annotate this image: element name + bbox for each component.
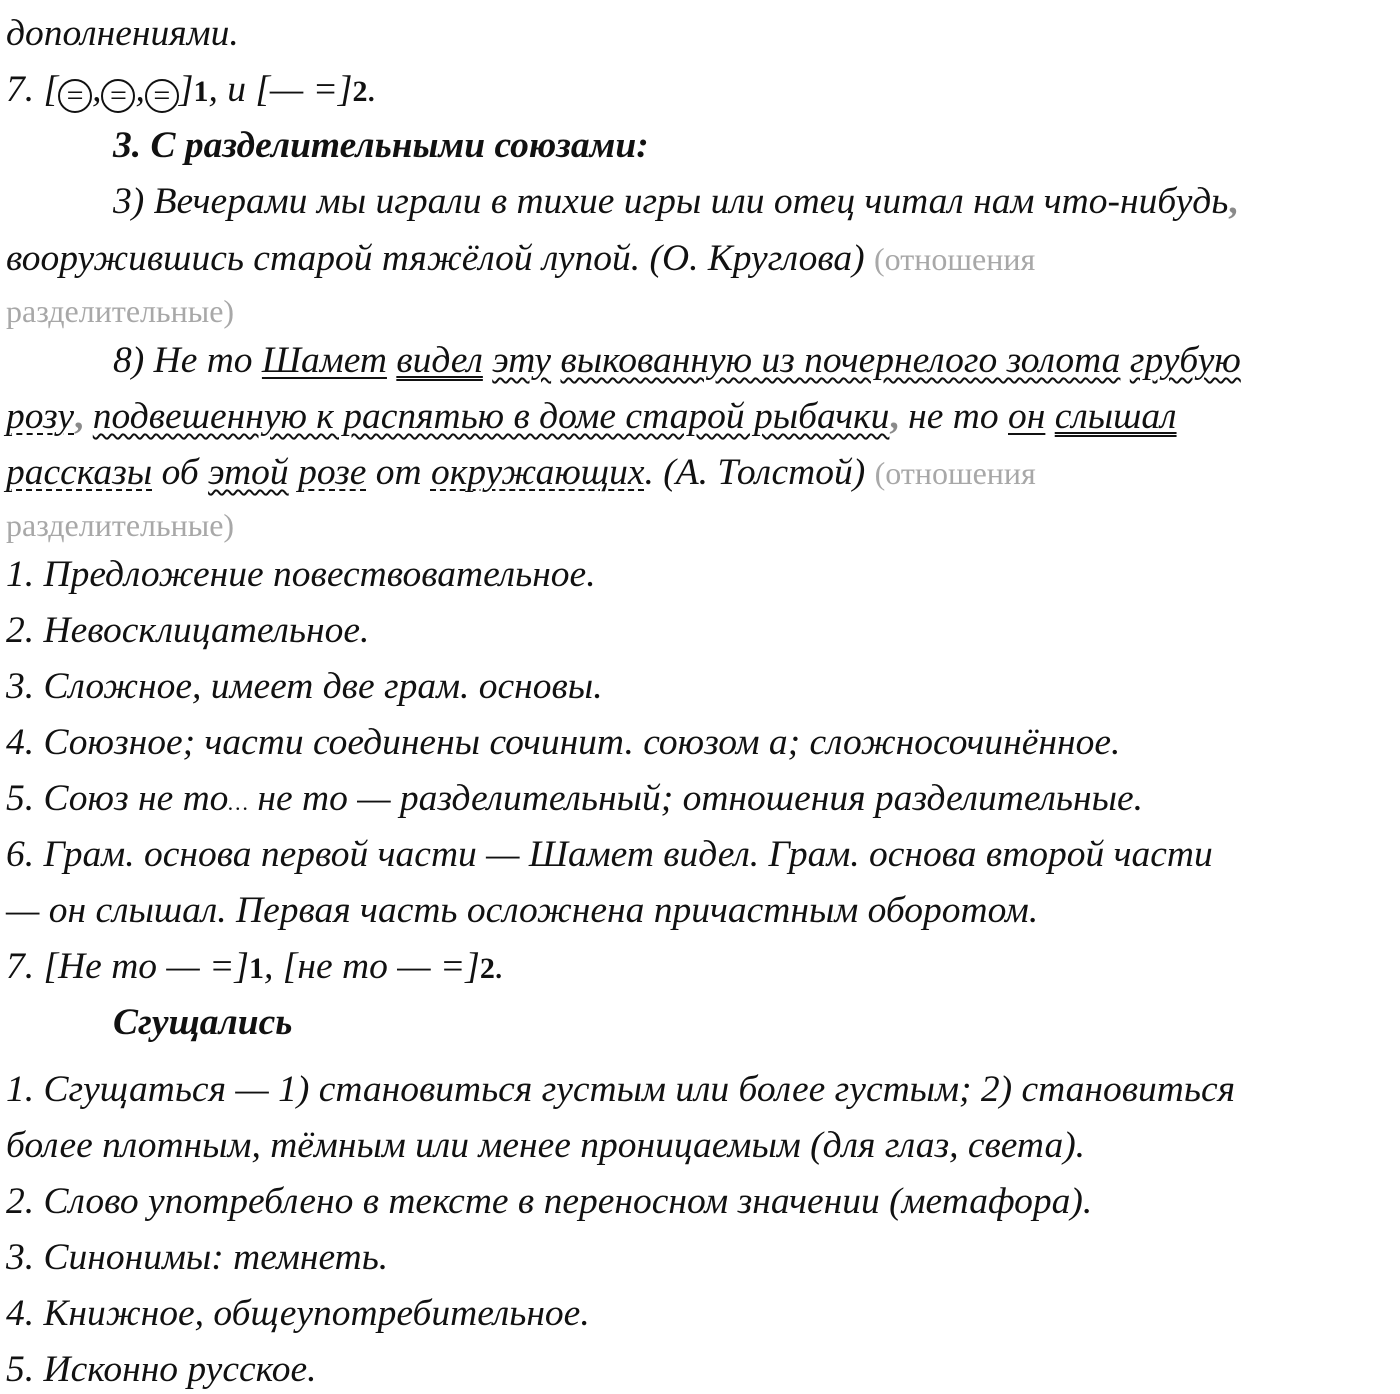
relation-note: (отношения	[874, 241, 1036, 277]
subject-word: он	[1008, 396, 1046, 437]
analysis-item: — он слышал. Первая часть осложнена причастным оборотом.	[6, 890, 1039, 931]
predicate-word: видел	[396, 340, 483, 381]
analysis-item: 5. Союз не то… не то — разделительный; отношения разделительные.	[6, 778, 1144, 819]
relation-note: (отношения	[874, 455, 1036, 491]
homogeneous-member-circle: =	[145, 79, 179, 113]
word-analysis-item: 3. Синонимы: темнеть.	[6, 1237, 389, 1278]
object-word: окружающих	[430, 452, 645, 493]
example-line: 3) Вечерами мы играли в тихие игры или отец читал нам что-нибудь,	[113, 181, 1238, 222]
analysis-item: 3. Сложное, имеет две грам. основы.	[6, 666, 603, 707]
word-analysis-item: более плотным, тёмным или менее проницаемым (для глаз, света).	[6, 1125, 1086, 1166]
sentence-scheme: 7. [Не то — =]1, [не то — =]2.	[6, 946, 505, 987]
example-line: розу, подвешенную к распятью в доме старой рыбачки, не то он слышал	[6, 396, 1177, 437]
participle-phrase: подвешенную к распятью в доме старой рыбачки	[92, 396, 890, 437]
relation-note: разделительные)	[6, 293, 235, 329]
example-line: вооружившись старой тяжёлой лупой. (О. Круглова) (отношения	[6, 238, 1036, 279]
section-heading: 3. С разделительными союзами:	[113, 125, 649, 166]
analysis-item: 6. Грам. основа первой части — Шамет видел. Грам. основа второй части	[6, 834, 1213, 875]
predicate-word: слышал	[1054, 396, 1177, 437]
analysis-item: 1. Предложение повествовательное.	[6, 554, 596, 595]
word-analysis-item: 1. Сгущаться — 1) становиться густым или более густым; 2) становиться	[6, 1069, 1236, 1110]
analysis-item: 2. Невосклицательное.	[6, 610, 370, 651]
sentence-scheme: 7. [ = , = , = ]1, и [— =]2.	[6, 69, 377, 112]
object-word: розе	[298, 452, 367, 493]
word-heading: Сгущались	[113, 1002, 293, 1043]
object-word: рассказы	[6, 452, 153, 493]
example-line: 8) Не то Шамет видел эту выкованную из почернелого золота грубую	[113, 340, 1241, 381]
attribute-word: грубую	[1129, 340, 1241, 381]
subject-word: Шамет	[261, 340, 387, 381]
attribute-word: эту	[492, 340, 552, 381]
object-word: розу	[6, 396, 75, 437]
word-analysis-item: 4. Книжное, общеупотребительное.	[6, 1293, 590, 1334]
example-line: рассказы об этой розе от окружающих. (А. Толстой) (отношения	[6, 452, 1036, 493]
homogeneous-member-circle: =	[101, 79, 135, 113]
text-line: дополнениями.	[6, 13, 239, 54]
relation-note: разделительные)	[6, 507, 235, 543]
analysis-item: 4. Союзное; части соединены сочинит. союзом а; сложносочинённое.	[6, 722, 1121, 763]
homogeneous-member-circle: =	[58, 79, 92, 113]
word-analysis-item: 2. Слово употреблено в тексте в переносном значении (метафора).	[6, 1181, 1093, 1222]
word-analysis-item: 5. Исконно русское.	[6, 1349, 317, 1390]
participle-phrase: выкованную из почернелого золота	[560, 340, 1121, 381]
attribute-word: этой	[208, 452, 289, 493]
